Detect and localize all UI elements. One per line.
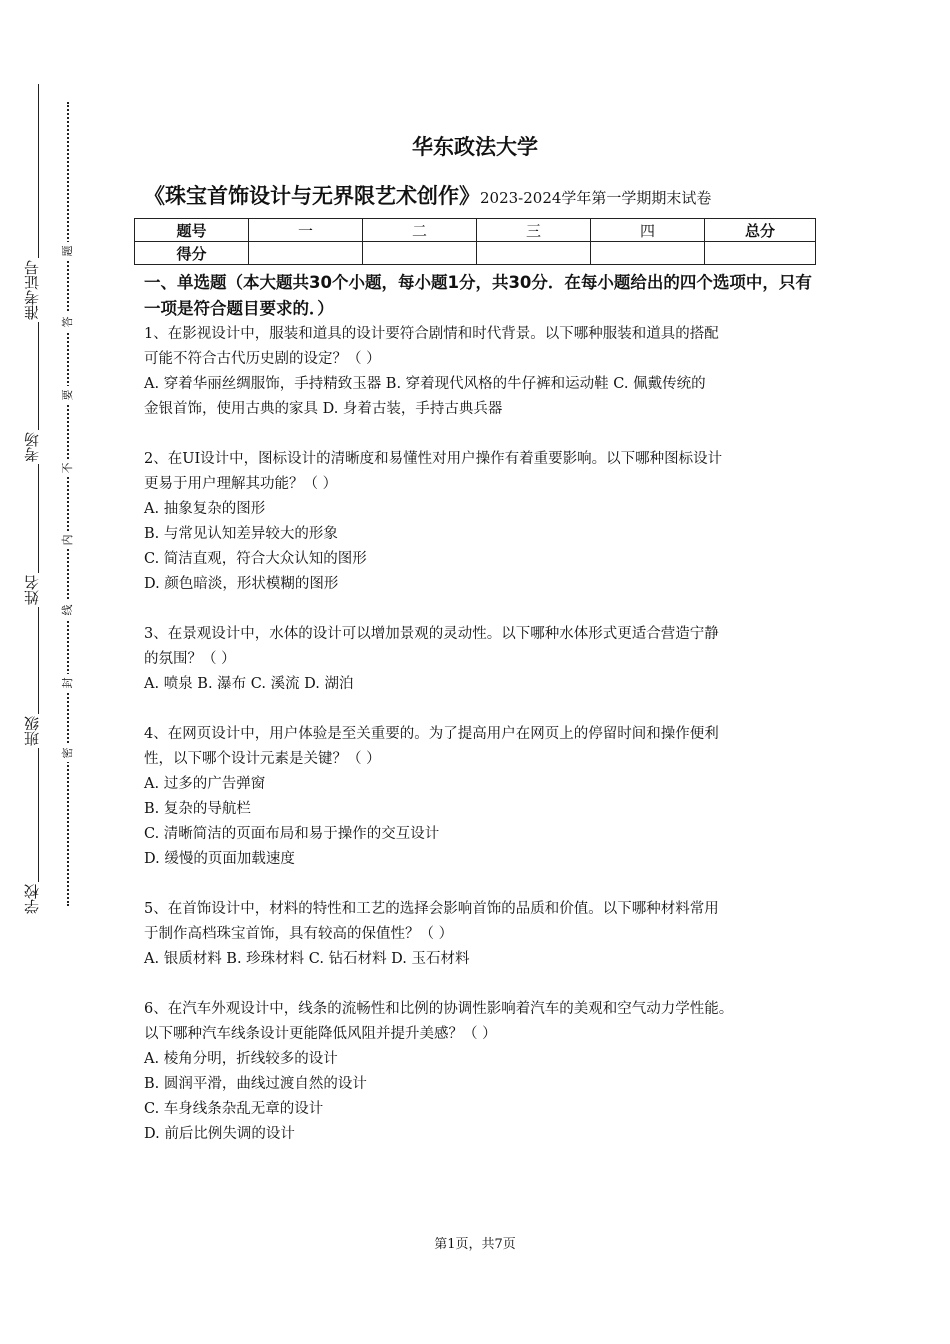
question-line: 可能不符合古代历史剧的设定？（ ）: [144, 351, 381, 367]
question-line: A. 过多的广告弹窗: [144, 776, 266, 792]
question-line: 更易于用户理解其功能？（ ）: [144, 476, 338, 492]
seal-char: 内: [61, 531, 75, 549]
page-footer: 第1页，共7页: [434, 1237, 516, 1252]
question-line: C. 清晰简洁的页面布局和易于操作的交互设计: [144, 826, 440, 842]
question-block: [144, 322, 824, 422]
question-line: C. 车身线条杂乱无章的设计: [144, 1101, 324, 1117]
score-input-cell: [249, 242, 363, 265]
question-line: A. 棱角分明，折线较多的设计: [144, 1051, 338, 1067]
question-line: A. 银质材料 B. 珍珠材料 C. 钻石材料 D. 玉石材料: [144, 951, 470, 967]
exam-room-field-label: 考场: [23, 432, 41, 462]
seal-char: 线: [61, 601, 75, 619]
section-title: 一、单选题（本大题共30个小题，每小题1分，共30分．在每小题给出的四个选项中，只有一项是符合题目要求的．）: [144, 273, 812, 318]
seal-char: 密: [61, 744, 75, 762]
score-input-cell: [477, 242, 591, 265]
question-block: [144, 447, 824, 597]
question-block: [144, 622, 824, 697]
question-line: 3、在景观设计中，水体的设计可以增加景观的灵动性。以下哪种水体形式更适合营造宁静: [144, 626, 719, 642]
score-table-header-row: [135, 219, 816, 242]
score-cell: 四: [591, 219, 705, 242]
seal-char: 题: [61, 242, 75, 260]
score-cell: 总分: [705, 219, 816, 242]
question-line: 1、在影视设计中，服装和道具的设计要符合剧情和时代背景。以下哪种服装和道具的搭配: [144, 326, 719, 342]
question-line: B. 圆润平滑，曲线过渡自然的设计: [144, 1076, 367, 1092]
question-line: B. 与常见认知差异较大的形象: [144, 526, 338, 542]
question-line: D. 缓慢的页面加载速度: [144, 851, 295, 867]
score-cell: 三: [477, 219, 591, 242]
question-line: B. 复杂的导航栏: [144, 801, 251, 817]
term-label: 2023-2024学年第一学期期末试卷: [480, 189, 712, 207]
exam-content: [144, 270, 824, 1172]
question-line: 于制作高档珠宝首饰，具有较高的保值性？（ ）: [144, 926, 454, 942]
question-line: A. 喷泉 B. 瀑布 C. 溪流 D. 湖泊: [144, 676, 354, 692]
score-table-score-row: [135, 242, 816, 265]
course-name: 《珠宝首饰设计与无界限艺术创作》: [144, 184, 480, 208]
binding-line: [38, 84, 39, 900]
seal-char: 要: [61, 386, 75, 404]
question-line: 以下哪种汽车线条设计更能降低风阻并提升美感？（ ）: [144, 1026, 497, 1042]
question-line: 5、在首饰设计中，材料的特性和工艺的选择会影响首饰的品质和价值。以下哪种材料常用: [144, 901, 719, 917]
seal-char: 不: [61, 459, 75, 477]
score-cell: 一: [249, 219, 363, 242]
score-input-cell: [363, 242, 477, 265]
question-list: [144, 322, 824, 1147]
question-line: 金银首饰，使用古典的家具 D. 身着古装，手持古典兵器: [144, 401, 503, 417]
question-block: [144, 897, 824, 972]
score-cell: 二: [363, 219, 477, 242]
score-cell: 题号: [135, 219, 249, 242]
class-field-label: 班级: [23, 716, 41, 746]
question-block: [144, 997, 824, 1147]
question-line: D. 前后比例失调的设计: [144, 1126, 295, 1142]
school-field-label: 学校: [23, 884, 41, 914]
question-line: 性，以下哪个设计元素是关键？（ ）: [144, 751, 381, 767]
score-cell: 得分: [135, 242, 249, 265]
seal-char: 封: [61, 674, 75, 692]
seal-char: 答: [61, 313, 75, 331]
question-line: 2、在UI设计中，图标设计的清晰度和易懂性对用户操作有着重要影响。以下哪种图标设计: [144, 451, 723, 467]
score-table: [134, 218, 816, 265]
score-input-cell: [705, 242, 816, 265]
question-line: A. 抽象复杂的图形: [144, 501, 266, 517]
question-line: D. 颜色暗淡，形状模糊的图形: [144, 576, 339, 592]
question-block: [144, 722, 824, 872]
university-title: 华东政法大学: [412, 135, 538, 159]
seal-line: [67, 102, 69, 906]
question-line: 的氛围？（ ）: [144, 651, 236, 667]
exam-title: [144, 180, 824, 210]
question-line: 4、在网页设计中，用户体验是至关重要的。为了提高用户在网页上的停留时间和操作便利: [144, 726, 719, 742]
question-line: 6、在汽车外观设计中，线条的流畅性和比例的协调性影响着汽车的美观和空气动力学性能。: [144, 1001, 734, 1017]
question-line: A. 穿着华丽丝绸服饰，手持精致玉器 B. 穿着现代风格的牛仔裤和运动鞋 C. 佩戴传统的: [144, 376, 706, 392]
exam-number-field-label: 准考证号: [23, 260, 41, 320]
score-input-cell: [591, 242, 705, 265]
name-field-label: 姓名: [23, 575, 41, 605]
question-line: C. 简洁直观，符合大众认知的图形: [144, 551, 367, 567]
